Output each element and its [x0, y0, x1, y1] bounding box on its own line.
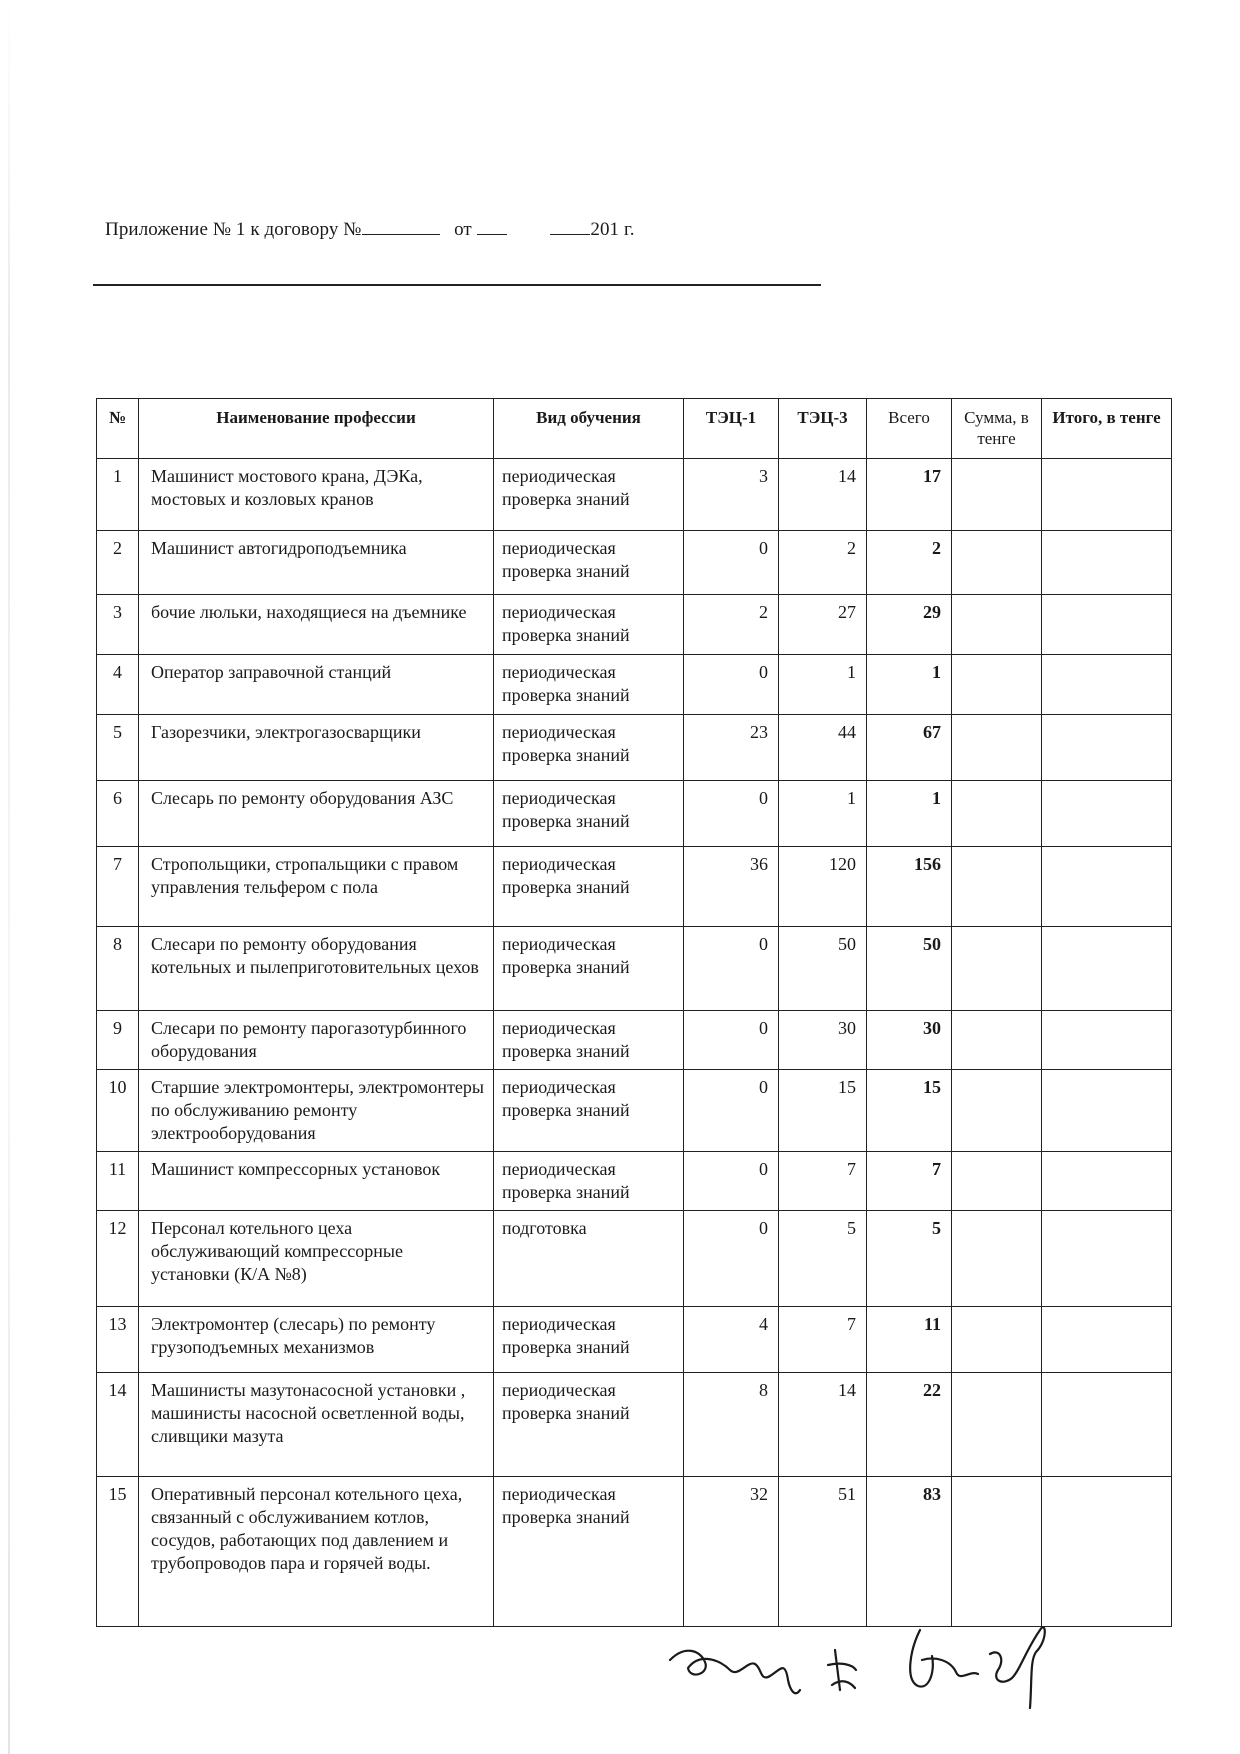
cell-profession: Стропольщики, стропальщики с правом управления тельфером с пола	[139, 846, 494, 926]
cell-training: периодическая проверка знаний	[494, 458, 684, 530]
cell-total: 50	[867, 926, 952, 1010]
cell-num: 7	[97, 846, 139, 926]
table-row	[97, 1210, 1172, 1306]
cell-training: периодическая проверка знаний	[494, 530, 684, 594]
table-row	[97, 594, 1172, 654]
table-row	[97, 654, 1172, 714]
cell-num: 6	[97, 780, 139, 846]
cell-sum	[952, 926, 1042, 1010]
cell-total: 15	[867, 1069, 952, 1151]
cell-tec3: 50	[779, 926, 867, 1010]
header-num: №	[97, 399, 139, 459]
cell-tec3: 7	[779, 1151, 867, 1210]
table-row	[97, 780, 1172, 846]
cell-total: 83	[867, 1476, 952, 1626]
cell-tec1: 8	[684, 1372, 779, 1476]
cell-profession: Машинисты мазутонасосной установки , машинисты насосной осветленной воды, сливщики мазута	[139, 1372, 494, 1476]
cell-tec1: 0	[684, 530, 779, 594]
cell-profession: Машинист компрессорных установок	[139, 1151, 494, 1210]
cell-tec3: 120	[779, 846, 867, 926]
cell-grand-total	[1042, 530, 1172, 594]
cell-profession: Машинист мостового крана, ДЭКа, мостовых и козловых кранов	[139, 458, 494, 530]
cell-total: 7	[867, 1151, 952, 1210]
cell-total: 11	[867, 1306, 952, 1372]
cell-grand-total	[1042, 458, 1172, 530]
date-day-blank	[477, 218, 507, 235]
table-row	[97, 1306, 1172, 1372]
cell-num: 8	[97, 926, 139, 1010]
cell-num: 2	[97, 530, 139, 594]
cell-training: периодическая проверка знаний	[494, 1306, 684, 1372]
cell-grand-total	[1042, 654, 1172, 714]
header-total: Всего	[867, 399, 952, 459]
cell-num: 12	[97, 1210, 139, 1306]
cell-grand-total	[1042, 1210, 1172, 1306]
cell-tec3: 2	[779, 530, 867, 594]
cell-training: периодическая проверка знаний	[494, 846, 684, 926]
cell-sum	[952, 846, 1042, 926]
cell-profession: Газорезчики, электрогазосварщики	[139, 714, 494, 780]
cell-training: периодическая проверка знаний	[494, 594, 684, 654]
cell-total: 30	[867, 1010, 952, 1069]
table-row	[97, 530, 1172, 594]
cell-training: периодическая проверка знаний	[494, 780, 684, 846]
heading-prefix: Приложение № 1 к договору №	[105, 219, 362, 240]
heading-year: 201 г.	[590, 219, 635, 240]
header-grand-total: Итого, в тенге	[1042, 399, 1172, 459]
cell-tec1: 0	[684, 1210, 779, 1306]
date-month-blank	[550, 218, 590, 235]
cell-profession: Электромонтер (слесарь) по ремонту грузоподъемных механизмов	[139, 1306, 494, 1372]
header-training: Вид обучения	[494, 399, 684, 459]
cell-tec3: 14	[779, 458, 867, 530]
cell-training: периодическая проверка знаний	[494, 1476, 684, 1626]
cell-tec3: 51	[779, 1476, 867, 1626]
cell-grand-total	[1042, 1151, 1172, 1210]
cell-grand-total	[1042, 846, 1172, 926]
cell-sum	[952, 1210, 1042, 1306]
cell-tec1: 0	[684, 1069, 779, 1151]
handwritten-signatures	[660, 1590, 1120, 1710]
cell-tec1: 0	[684, 1151, 779, 1210]
cell-num: 9	[97, 1010, 139, 1069]
cell-num: 11	[97, 1151, 139, 1210]
cell-sum	[952, 1372, 1042, 1476]
cell-tec1: 3	[684, 458, 779, 530]
cell-grand-total	[1042, 594, 1172, 654]
cell-total: 5	[867, 1210, 952, 1306]
cell-sum	[952, 1306, 1042, 1372]
cell-tec1: 2	[684, 594, 779, 654]
cell-num: 15	[97, 1476, 139, 1626]
cell-total: 156	[867, 846, 952, 926]
table-row	[97, 1372, 1172, 1476]
cell-total: 2	[867, 530, 952, 594]
cell-tec1: 0	[684, 654, 779, 714]
cell-profession: Слесарь по ремонту оборудования АЗС	[139, 780, 494, 846]
cell-sum	[952, 1069, 1042, 1151]
contract-number-blank	[362, 218, 440, 235]
cell-tec1: 32	[684, 1476, 779, 1626]
cell-sum	[952, 1151, 1042, 1210]
cell-tec3: 27	[779, 594, 867, 654]
table-row	[97, 1151, 1172, 1210]
header-profession: Наименование профессии	[139, 399, 494, 459]
cell-tec3: 44	[779, 714, 867, 780]
cell-sum	[952, 780, 1042, 846]
header-tec1: ТЭЦ-1	[684, 399, 779, 459]
cell-num: 13	[97, 1306, 139, 1372]
cell-training: периодическая проверка знаний	[494, 1151, 684, 1210]
cell-profession: Машинист автогидроподъемника	[139, 530, 494, 594]
cell-total: 29	[867, 594, 952, 654]
cell-total: 67	[867, 714, 952, 780]
cell-tec3: 30	[779, 1010, 867, 1069]
cell-sum	[952, 530, 1042, 594]
table-row	[97, 714, 1172, 780]
cell-training: подготовка	[494, 1210, 684, 1306]
cell-total: 17	[867, 458, 952, 530]
cell-tec1: 23	[684, 714, 779, 780]
cell-sum	[952, 654, 1042, 714]
cell-tec1: 0	[684, 1010, 779, 1069]
professions-table	[96, 398, 1172, 1627]
heading-underline	[93, 284, 821, 286]
cell-profession: бочие люльки, находящиеся на дъемнике	[139, 594, 494, 654]
cell-total: 1	[867, 780, 952, 846]
cell-training: периодическая проверка знаний	[494, 1069, 684, 1151]
table-row	[97, 1069, 1172, 1151]
cell-tec1: 0	[684, 926, 779, 1010]
document-heading	[105, 218, 635, 241]
cell-profession: Оператор заправочной станций	[139, 654, 494, 714]
cell-num: 5	[97, 714, 139, 780]
cell-training: периодическая проверка знаний	[494, 654, 684, 714]
cell-profession: Старшие электромонтеры, электромонтеры по обслуживанию ремонту электрооборудования	[139, 1069, 494, 1151]
cell-sum	[952, 714, 1042, 780]
table-row	[97, 926, 1172, 1010]
cell-grand-total	[1042, 1372, 1172, 1476]
header-tec3: ТЭЦ-3	[779, 399, 867, 459]
cell-grand-total	[1042, 714, 1172, 780]
cell-tec3: 5	[779, 1210, 867, 1306]
cell-sum	[952, 594, 1042, 654]
cell-profession: Персонал котельного цеха обслуживающий компрессорные установки (К/А №8)	[139, 1210, 494, 1306]
cell-tec3: 15	[779, 1069, 867, 1151]
cell-num: 4	[97, 654, 139, 714]
heading-from: от	[454, 219, 472, 240]
cell-profession: Слесари по ремонту парогазотурбинного оборудования	[139, 1010, 494, 1069]
cell-tec3: 1	[779, 654, 867, 714]
cell-num: 10	[97, 1069, 139, 1151]
cell-tec1: 4	[684, 1306, 779, 1372]
cell-sum	[952, 458, 1042, 530]
cell-total: 22	[867, 1372, 952, 1476]
cell-training: периодическая проверка знаний	[494, 714, 684, 780]
cell-total: 1	[867, 654, 952, 714]
table-row	[97, 458, 1172, 530]
cell-profession: Слесари по ремонту оборудования котельных и пылеприготовительных цехов	[139, 926, 494, 1010]
table-row	[97, 1010, 1172, 1069]
scan-edge	[8, 0, 10, 1754]
cell-grand-total	[1042, 1306, 1172, 1372]
cell-training: периодическая проверка знаний	[494, 926, 684, 1010]
cell-training: периодическая проверка знаний	[494, 1372, 684, 1476]
cell-grand-total	[1042, 1010, 1172, 1069]
cell-num: 14	[97, 1372, 139, 1476]
cell-profession: Оперативный персонал котельного цеха, связанный с обслуживанием котлов, сосудов, работающих под давлением и трубопроводов пара и горячей воды.	[139, 1476, 494, 1626]
cell-tec1: 36	[684, 846, 779, 926]
cell-tec3: 7	[779, 1306, 867, 1372]
cell-sum	[952, 1010, 1042, 1069]
cell-grand-total	[1042, 780, 1172, 846]
table-header-row	[97, 399, 1172, 459]
cell-num: 1	[97, 458, 139, 530]
signature-scribbles	[660, 1590, 1120, 1710]
cell-tec1: 0	[684, 780, 779, 846]
cell-tec3: 14	[779, 1372, 867, 1476]
header-sum: Сумма, в тенге	[952, 399, 1042, 459]
cell-tec3: 1	[779, 780, 867, 846]
cell-training: периодическая проверка знаний	[494, 1010, 684, 1069]
table-row	[97, 846, 1172, 926]
cell-num: 3	[97, 594, 139, 654]
cell-grand-total	[1042, 926, 1172, 1010]
cell-grand-total	[1042, 1069, 1172, 1151]
